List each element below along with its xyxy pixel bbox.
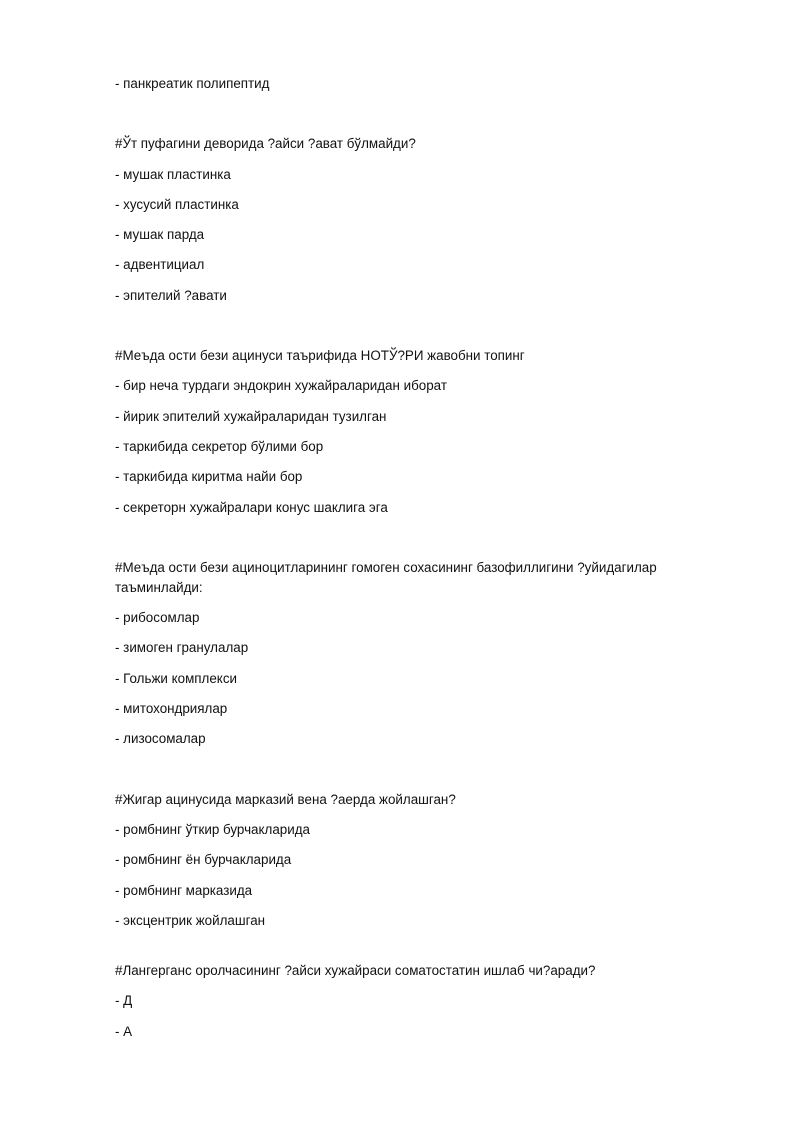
spacer	[115, 316, 675, 346]
answer-option: - Д	[115, 993, 133, 1009]
answer-option: - таркибида секретор бўлими бор	[115, 438, 324, 454]
spacer	[115, 760, 675, 790]
answer-option: - рибосомлар	[115, 610, 200, 626]
answer-option: - Гольжи комплекси	[115, 670, 237, 686]
answer-option: - эпителий ?авати	[115, 287, 227, 303]
question-text: #Меъда ости бези ацинуси таърифида НОТЎ?РИ жавобни топинг	[115, 348, 525, 364]
answer-option: - адвентициал	[115, 257, 205, 273]
spacer	[115, 104, 675, 134]
answer-option: - йирик эпителий хужайраларидан тузилган	[115, 408, 387, 424]
answer-option: - таркибида киритма найи бор	[115, 469, 303, 485]
spacer	[115, 941, 675, 961]
answer-option: - секреторн хужайралари конус шаклига эга	[115, 499, 388, 515]
answer-option: - эксцентрик жойлашган	[115, 912, 266, 928]
question-text: #Жигар ацинусида марказий вена ?аерда жойлашган?	[115, 791, 456, 807]
document-content	[115, 74, 675, 1052]
answer-option: - мушак пластинка	[115, 166, 231, 182]
question-text: #Меъда ости бези ациноцитларининг гомоген сохасининг базофиллигини ?уйидагилар таъминлайди:	[115, 559, 657, 595]
answer-option: - митохондриялар	[115, 701, 228, 717]
answer-option: - зимоген гранулалар	[115, 640, 249, 656]
answer-option: - мушак парда	[115, 227, 205, 243]
question-text: #Ўт пуфагини деворида ?айси ?ават бўлмайди?	[115, 136, 416, 152]
answer-option: - бир неча турдаги эндокрин хужайраларидан иборат	[115, 378, 447, 394]
answer-option: - хусусий пластинка	[115, 196, 239, 212]
question-text: #Лангерганс оролчасининг ?айси хужайраси соматостатин ишлаб чи?аради?	[115, 963, 596, 979]
answer-option: - панкреатик полипептид	[115, 76, 270, 91]
answer-option: - лизосомалар	[115, 731, 206, 747]
answer-option: - ромбнинг марказида	[115, 882, 253, 898]
answer-option: - ромбнинг ўткир бурчакларида	[115, 821, 310, 837]
answer-option: - ромбнинг ён бурчакларида	[115, 852, 292, 868]
answer-option: - А	[115, 1023, 133, 1039]
spacer	[115, 528, 675, 558]
